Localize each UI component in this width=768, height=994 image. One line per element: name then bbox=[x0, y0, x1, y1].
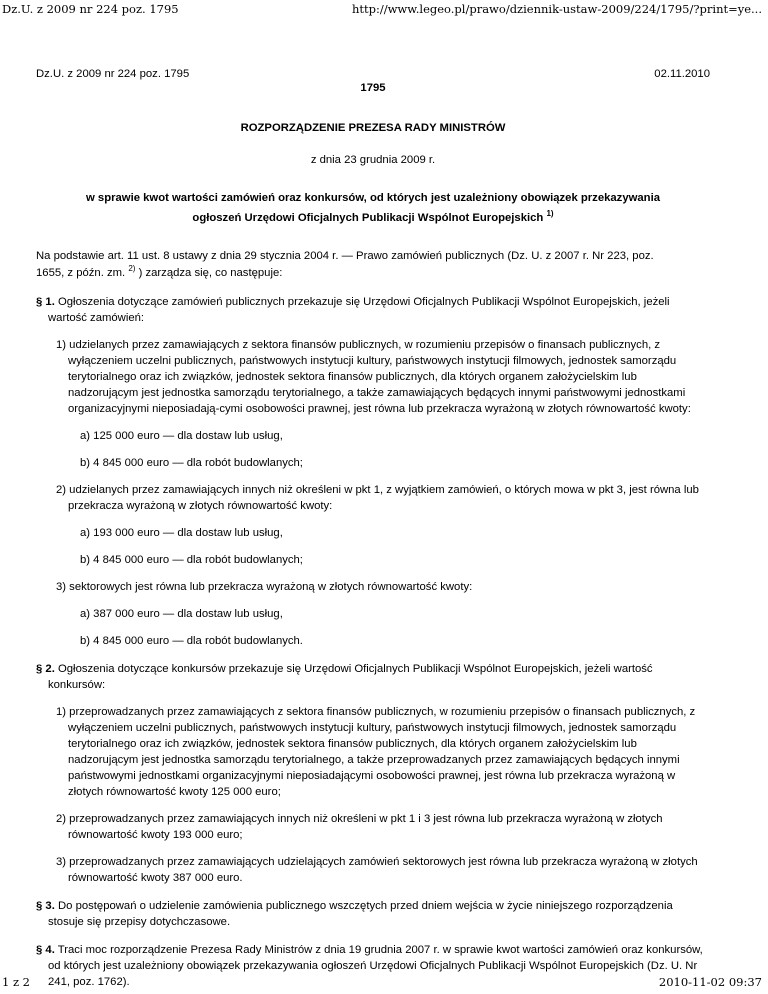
paragraph-1 bbox=[36, 294, 710, 326]
document-date: z dnia 23 grudnia 2009 r. bbox=[310, 154, 436, 166]
paragraph-3 bbox=[36, 898, 710, 930]
intro-line-2a: 1655, z późn. zm. bbox=[36, 267, 126, 279]
document-meta bbox=[36, 66, 710, 80]
intro-line-1: Na podstawie art. 11 ust. 8 ustawy z dnia 29 stycznia 2004 r. — Prawo zamówień publicznych (Dz. U. z 2007 r. Nr 223, poz. bbox=[36, 250, 654, 262]
paragraph-1-text: Ogłoszenia dotyczące zamówień publicznych przekazuje się Urzędowi Oficjalnych Publikacji Wspólnot Europejskich, jeżeli wartość zamówień: bbox=[48, 296, 670, 324]
print-footer bbox=[0, 975, 768, 989]
document-body bbox=[36, 66, 710, 990]
paragraph-1-item-1-a: a) 125 000 euro — dla dostaw lub usług, bbox=[80, 430, 283, 442]
paragraph-2-item-1: 1) przeprowadzanych przez zamawiających z sektora finansów publicznych, w rozumieniu przepisów o finansach publicznych, z wyłączeniem uczelni publicznych, państwowych instytucji kultury, państwowych instytucji filmowych, jednostek samorządu terytorialnego oraz ich związków, jednostek sektora finansów publicznych, dla których organem założycielskim lub nadzorującym jest jednostka samorządu terytorialnego, a także przeprowadzanych przez zamawiających będących innymi państwowymi jednostkami organizacyjnymi nieposiadającymi osobowości prawnej, jest równa lub przekracza wyrażoną w złotych równowartość kwoty 125 000 euro; bbox=[56, 706, 696, 798]
paragraph-1-label: § 1. bbox=[36, 296, 55, 308]
document-number: 1795 bbox=[360, 82, 386, 94]
paragraph-1-item-3-a: a) 387 000 euro — dla dostaw lub usług, bbox=[80, 608, 283, 620]
document-title: ROZPORZĄDZENIE PREZESA RADY MINISTRÓW bbox=[240, 122, 506, 134]
paragraph-3-text: Do postępowań o udzielenie zamówienia publicznego wszczętych przed dniem wejścia w życie niniejszego rozporządzenia stosuje się przepisy dotychczasowe. bbox=[48, 900, 673, 928]
print-header bbox=[0, 2, 768, 16]
page-counter: 1 z 2 bbox=[2, 975, 31, 989]
print-header-title: Dz.U. z 2009 nr 224 poz. 1795 bbox=[2, 2, 179, 16]
document-date-right: 02.11.2010 bbox=[654, 68, 710, 80]
subject-line-1: w sprawie kwot wartości zamówień oraz konkursów, od których jest uzależniony obowiązek przekazywania bbox=[86, 192, 660, 204]
paragraph-3-label: § 3. bbox=[36, 900, 55, 912]
paragraph-2-label: § 2. bbox=[36, 663, 55, 675]
document-reference: Dz.U. z 2009 nr 224 poz. 1795 bbox=[36, 68, 190, 80]
intro-footnote: 2) bbox=[128, 264, 136, 273]
subject-line-2: ogłoszeń Urzędowi Oficjalnych Publikacji Wspólnot Europejskich bbox=[192, 212, 544, 224]
paragraph-1-item-1-b: b) 4 845 000 euro — dla robót budowlanych; bbox=[80, 457, 303, 469]
paragraph-2-text: Ogłoszenia dotyczące konkursów przekazuje się Urzędowi Oficjalnych Publikacji Wspólnot Europejskich, jeżeli wartość konkursów: bbox=[48, 663, 653, 691]
paragraph-1-item-2: 2) udzielanych przez zamawiających innych niż określeni w pkt 1, z wyjątkiem zamówień, o których mowa w pkt 3, jest równa lub przekracza wyrażoną w złotych równowartość kwoty: bbox=[56, 484, 699, 512]
intro-line-2b: ) zarządza się, co następuje: bbox=[138, 267, 283, 279]
paragraph-4-label: § 4. bbox=[36, 944, 55, 956]
paragraph-2-item-2: 2) przeprowadzanych przez zamawiających innych niż określeni w pkt 1 i 3 jest równa lub przekracza wyrażoną w złotych równowartość kwoty 193 000 euro; bbox=[56, 813, 663, 841]
paragraph-2 bbox=[36, 661, 710, 693]
document-subject bbox=[36, 188, 710, 228]
paragraph-2-item-3: 3) przeprowadzanych przez zamawiających udzielających zamówień sektorowych jest równa lub przekracza wyrażoną w złotych równowartość kwoty 387 000 euro. bbox=[56, 856, 698, 884]
print-header-url: http://www.legeo.pl/prawo/dziennik-ustaw-2009/224/1795/?print=ye... bbox=[351, 2, 762, 16]
paragraph-1-item-2-b: b) 4 845 000 euro — dla robót budowlanych; bbox=[80, 554, 303, 566]
print-timestamp: 2010-11-02 09:37 bbox=[658, 975, 762, 989]
subject-footnote: 1) bbox=[546, 209, 554, 218]
paragraph-1-item-1: 1) udzielanych przez zamawiających z sektora finansów publicznych, w rozumieniu przepisów o finansach publicznych, z wyłączeniem uczelni publicznych, państwowych instytucji kultury, państwowych instytucji filmowych, jednostek samorządu terytorialnego oraz ich związków, jednostek sektora finansów publicznych, dla których organem założycielskim lub nadzorującym jest jednostka samorządu terytorialnego, a także zamawiających będących innymi państwowymi jednostkami organizacyjnymi nieposiadają-cymi osobowości prawnej, jest równa lub przekracza wyrażoną w złotych równowartość kwoty: bbox=[56, 339, 691, 415]
paragraph-1-item-3: 3) sektorowych jest równa lub przekracza wyrażoną w złotych równowartość kwoty: bbox=[56, 581, 473, 593]
paragraph-1-item-3-b: b) 4 845 000 euro — dla robót budowlanych. bbox=[80, 635, 303, 647]
paragraph-1-item-2-a: a) 193 000 euro — dla dostaw lub usług, bbox=[80, 527, 283, 539]
intro-paragraph bbox=[36, 248, 710, 282]
paragraph-4-text: Traci moc rozporządzenie Prezesa Rady Ministrów z dnia 19 grudnia 2007 r. w sprawie kwot wartości zamówień oraz konkursów, od których jest uzależniony obowiązek przekazywania ogłoszeń Urzędowi Oficjalnych Publikacji Wspólnot Europejskich (Dz. U. Nr 241, poz. 1762). bbox=[48, 944, 703, 988]
